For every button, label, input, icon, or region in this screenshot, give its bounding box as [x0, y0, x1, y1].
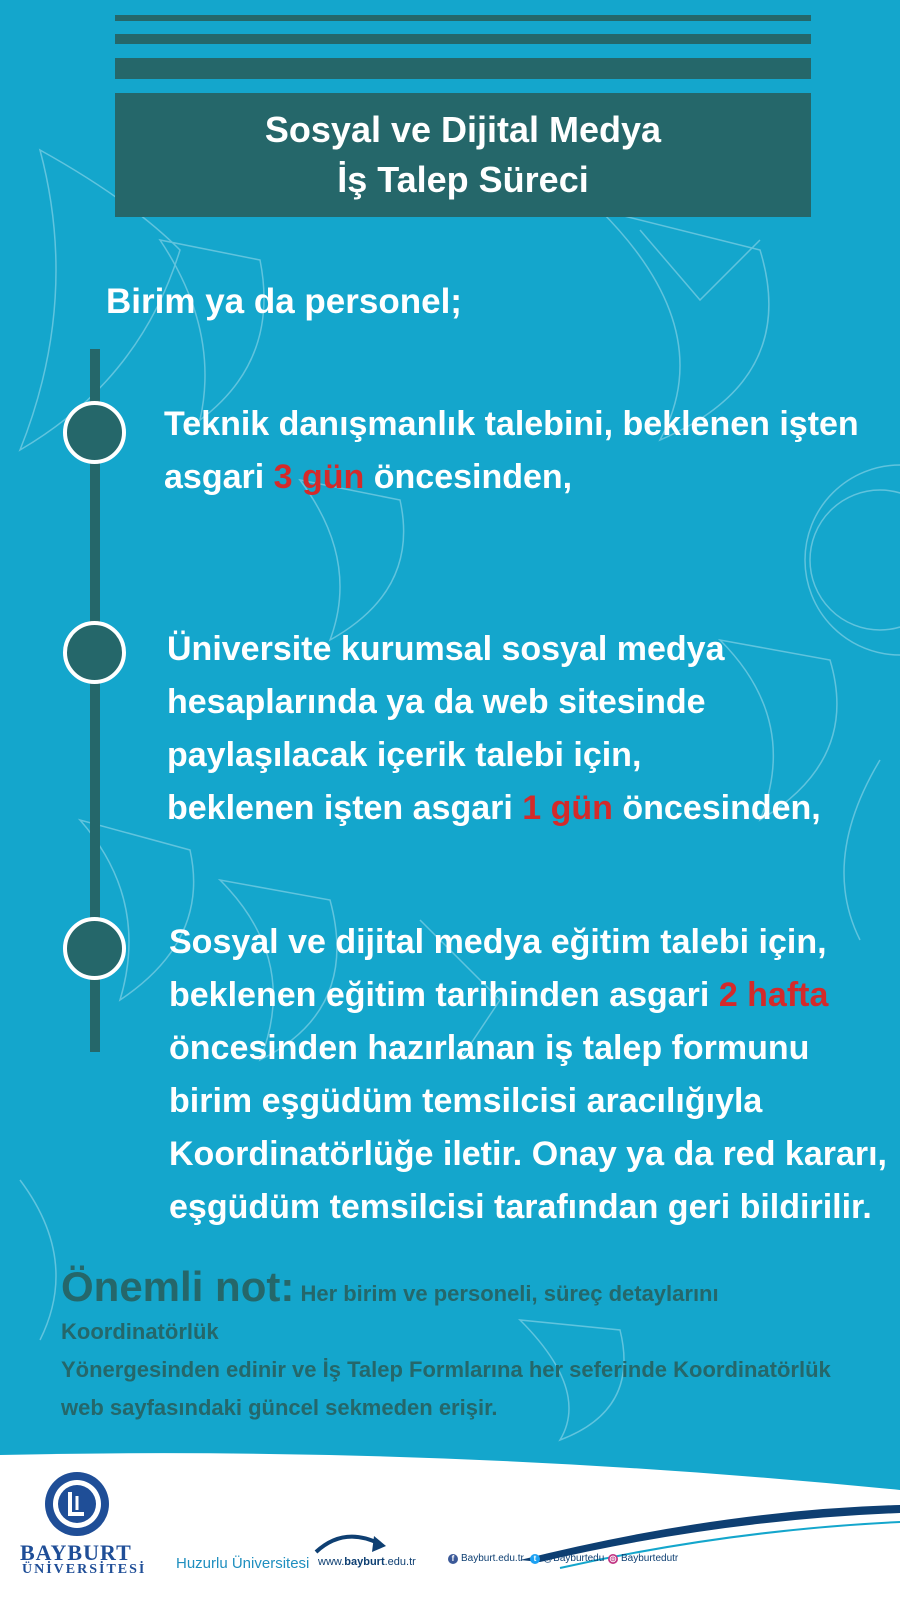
swoosh-arrow-icon: [314, 1530, 394, 1558]
duration-highlight: 1 gün: [522, 789, 613, 827]
step-1-text: [164, 398, 859, 504]
step-line: birim eşgüdüm temsilcisi aracılığıyla: [169, 1082, 763, 1120]
social-twitter[interactable]: t @Bayburtedu: [530, 1553, 604, 1564]
brand-subtitle: ÜNİVERSİTESİ: [22, 1562, 147, 1577]
step-line: Sosyal ve dijital medya eğitim talebi için,: [169, 923, 827, 961]
subheading: Birim ya da personel;: [106, 282, 462, 321]
step-line: Koordinatörlüğe iletir. Onay ya da red kararı,: [169, 1135, 888, 1173]
header-stripe-2: [115, 34, 811, 44]
step-line: beklenen eğitim tarihinden asgari 2 hafta: [169, 976, 829, 1014]
twitter-icon: t: [530, 1554, 540, 1564]
step-line: hesaplarında ya da web sitesinde: [167, 683, 706, 721]
note-text-3: web sayfasındaki güncel sekmeden erişir.: [61, 1395, 498, 1420]
brand-name: BAYBURT: [20, 1540, 132, 1565]
step-line: asgari 3 gün öncesinden,: [164, 458, 573, 496]
social-facebook[interactable]: f Bayburt.edu.tr: [448, 1553, 524, 1564]
step-line: Üniversite kurumsal sosyal medya: [167, 630, 725, 668]
facebook-icon: f: [448, 1554, 458, 1564]
title-line-2: İş Talep Süreci: [337, 159, 589, 200]
header-stripe-3: [115, 58, 811, 79]
step-line: Teknik danışmanlık talebini, beklenen işten: [164, 405, 859, 443]
timeline-dot-2: [63, 621, 126, 684]
duration-highlight: 3 gün: [273, 458, 365, 496]
step-3-text: [169, 916, 887, 1234]
step-line: beklenen işten asgari 1 gün öncesinden,: [167, 789, 821, 827]
duration-highlight: 2 hafta: [718, 976, 829, 1014]
step-2-text: [167, 623, 821, 835]
instagram-icon: ◎: [609, 1553, 617, 1563]
note-text-1: Her birim ve personeli, süreç detaylarını Koordinatörlük: [61, 1281, 719, 1344]
university-seal-icon: [43, 1470, 111, 1538]
important-note: [61, 1263, 861, 1427]
note-text-2: Yönergesinden edinir ve İş Talep Formlarına her seferinde Koordinatörlük: [61, 1357, 831, 1382]
timeline-dot-3: [63, 917, 126, 980]
step-line: paylaşılacak içerik talebi için,: [167, 736, 642, 774]
step-line: eşgüdüm temsilcisi tarafından geri bildirilir.: [169, 1188, 872, 1226]
timeline-dot-1: [63, 401, 126, 464]
social-instagram[interactable]: ◎ Bayburtedutr: [609, 1553, 679, 1564]
title-banner: [115, 93, 811, 217]
step-line: öncesinden hazırlanan iş talep formunu: [169, 1029, 810, 1067]
website-link[interactable]: www.bayburt.edu.tr: [318, 1556, 416, 1568]
header-stripe-1: [115, 15, 811, 21]
slogan: Huzurlu Üniversitesi: [176, 1555, 310, 1572]
note-heading: Önemli not:: [61, 1263, 295, 1310]
title-line-1: Sosyal ve Dijital Medya: [264, 109, 662, 150]
